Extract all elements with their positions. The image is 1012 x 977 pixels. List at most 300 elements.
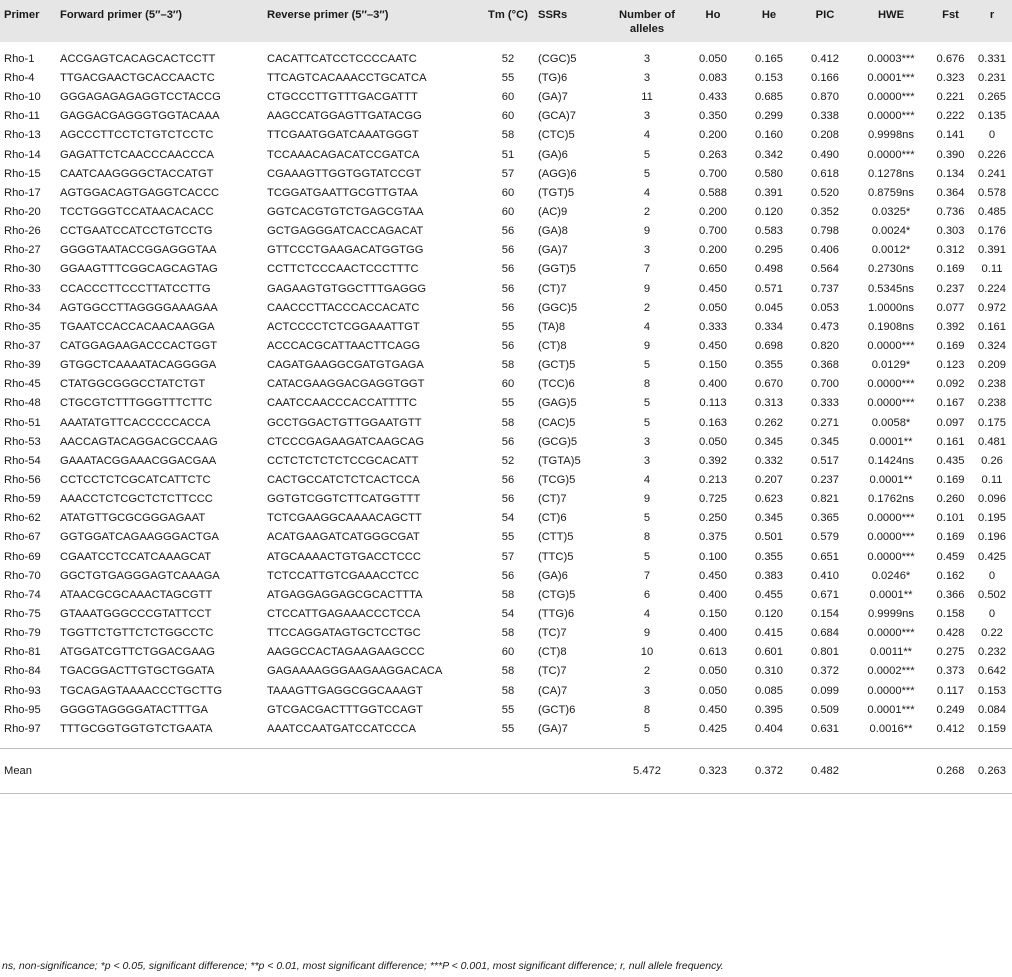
table-cell: 55 [501, 722, 515, 735]
table-cell: 0.700 [699, 225, 727, 238]
table-cell: Rho-17 [4, 186, 41, 199]
table-cell: 0.425 [978, 550, 1006, 563]
table-cell: 0.435 [936, 454, 965, 467]
table-cell: TCCTGGGTCCATAACACACC [60, 206, 214, 219]
table-cell: (CT)7 [538, 282, 567, 295]
table-cell: ACCGAGTCACAGCACTCCTT [60, 53, 216, 65]
table-cell: 0.092 [936, 378, 965, 391]
table-cell: 0.400 [699, 378, 727, 391]
table-cell: GGTCACGTGTCTGAGCGTAA [267, 206, 424, 219]
table-cell: (TCC)6 [538, 378, 575, 391]
mean-cell [534, 749, 609, 794]
table-cell: 0.1762ns [867, 493, 915, 506]
table-cell: GTTCCCTGAAGACATGGTGG [267, 244, 424, 257]
table-cell: 0.801 [811, 646, 839, 659]
table-cell: Rho-10 [4, 91, 41, 104]
table-cell: TTCCAGGATAGTGCTCCTGC [267, 627, 421, 640]
mean-cell [56, 749, 263, 794]
table-cell: 56 [501, 569, 515, 582]
table-cell: 0.195 [978, 512, 1006, 525]
table-cell: 0.345 [755, 435, 783, 448]
table-cell: 0.0000*** [867, 91, 915, 104]
table-cell: 0.406 [811, 244, 839, 257]
table-cell: 0.045 [755, 301, 783, 314]
table-cell: 0.169 [936, 474, 965, 487]
table-cell: 55 [501, 703, 515, 716]
table-cell: 0.241 [978, 167, 1006, 180]
table-cell: 0.375 [699, 531, 727, 544]
table-cell: GGGGTAGGGGATACTTTGA [60, 703, 208, 716]
table-cell: (CAC)5 [538, 416, 576, 429]
table-cell: 0.196 [978, 531, 1006, 544]
table-cell: 55 [501, 531, 515, 544]
table-cell: 0.085 [755, 684, 783, 697]
table-cell: (TC)7 [538, 665, 567, 678]
table-cell: 56 [501, 244, 515, 257]
table-cell: 0.8759ns [867, 186, 915, 199]
table-cell: 0.163 [699, 416, 727, 429]
table-cell: 56 [501, 263, 515, 276]
table-cell: GTAAATGGGCCCGTATTCCT [60, 608, 212, 620]
table-cell: (CA)7 [538, 684, 568, 697]
table-cell: AGTGGACAGTGAGGTCACCC [60, 186, 220, 199]
table-cell: 0.226 [978, 148, 1006, 161]
table-cell: Rho-34 [4, 301, 41, 314]
table-cell: 0.167 [936, 397, 965, 410]
table-cell: 0.11 [981, 474, 1003, 487]
table-cell: 0.113 [699, 397, 727, 410]
table-cell: TGGTTCTGTTCTCTGGCCTC [60, 627, 214, 640]
table-cell: 0.0012* [871, 244, 911, 257]
table-cell: (GA)7 [538, 722, 568, 735]
table-cell: CATGGAGAAGACCCACTGGT [60, 340, 218, 353]
column-header: r [989, 9, 995, 21]
table-cell: Rho-27 [4, 244, 41, 257]
table-cell: 0.263 [699, 148, 727, 161]
table-cell: 0.222 [936, 110, 965, 123]
table-cell: 0.161 [978, 320, 1006, 333]
table-cell: 0.651 [811, 550, 839, 563]
table-cell: 0.0001*** [867, 72, 915, 85]
table-cell: 0.433 [699, 91, 727, 104]
table-cell: AAGGCCACTAGAAGAAGCCC [267, 646, 425, 659]
table-cell: 0.372 [811, 665, 839, 678]
table-cell: 56 [501, 474, 515, 487]
table-cell: 0.083 [699, 72, 727, 85]
table-cell: (TC)7 [538, 627, 567, 640]
table-cell: 60 [501, 646, 515, 659]
table-cell: 0.355 [755, 359, 783, 372]
table-cell: (TCG)5 [538, 474, 576, 487]
table-cell: 0.134 [936, 167, 965, 180]
table-cell: CTGCCCTTGTTTGACGATTT [267, 91, 418, 104]
table-row [0, 126, 1012, 145]
table-cell: 0.262 [755, 416, 783, 429]
table-cell: 0.450 [699, 340, 727, 353]
table-cell: AGTGGCCTTAGGGGAAAGAA [60, 301, 218, 314]
table-cell: CTCCATTGAGAAACCCTCCA [267, 608, 421, 620]
table-cell: 0.373 [936, 665, 965, 678]
table-cell: 6 [643, 588, 651, 601]
table-cell: (GA)6 [538, 148, 568, 161]
table-cell: 0.0001** [869, 435, 913, 448]
table-cell: 5 [643, 416, 651, 429]
table-cell: 0.099 [811, 684, 839, 697]
table-cell: 0.725 [699, 493, 727, 506]
table-cell: 5 [643, 550, 651, 563]
table-row [0, 69, 1012, 88]
table-cell: Rho-4 [4, 72, 35, 85]
table-cell: (CT)8 [538, 340, 567, 353]
table-cell: GGTGTCGGTCTTCATGGTTT [267, 493, 421, 506]
table-cell: 0.22 [981, 627, 1003, 640]
table-cell: GCTGAGGGATCACCAGACAT [267, 225, 424, 238]
table-cell: 0.331 [978, 53, 1006, 65]
table-cell: 56 [501, 340, 515, 353]
table-cell: CATACGAAGGACGAGGTGGT [267, 378, 425, 391]
table-cell: 0.485 [978, 206, 1006, 219]
table-cell: TCCAAACAGACATCCGATCA [267, 148, 420, 161]
table-cell: 3 [643, 435, 651, 448]
table-cell: Rho-26 [4, 225, 41, 238]
table-cell: 0.0000*** [867, 378, 915, 391]
table-cell: 0.050 [699, 301, 727, 314]
table-cell: 0.392 [936, 320, 965, 333]
table-cell: 0.0000*** [867, 627, 915, 640]
table-cell: 0.333 [811, 397, 839, 410]
table-row [0, 452, 1012, 471]
table-cell: Rho-81 [4, 646, 41, 659]
table-cell: AGCCCTTCCTCTGTCTCCTC [60, 129, 214, 142]
table-cell: 0.395 [755, 703, 783, 716]
table-cell: 0.050 [699, 665, 727, 678]
table-cell: 0.415 [755, 627, 783, 640]
table-cell: 0.120 [755, 608, 783, 620]
table-cell: 60 [501, 91, 515, 104]
table-cell: 0.158 [936, 608, 965, 620]
table-cell: Rho-95 [4, 703, 41, 716]
table-footnote: ns, non-significance; *p < 0.05, significant difference; **p < 0.01, most significant difference; ***P < 0.001, most significant difference; r, null allele frequency. [2, 960, 724, 972]
table-cell: 0.390 [936, 148, 965, 161]
column-header: Primer [4, 9, 40, 21]
table-cell: (TGTA)5 [538, 454, 581, 467]
table-cell: 0.154 [811, 608, 839, 620]
table-cell: 0.428 [936, 627, 965, 640]
table-header-row [0, 0, 1012, 42]
table-cell: 0.0246* [871, 569, 911, 582]
table-cell: 0.0000*** [867, 397, 915, 410]
table-cell: CAACCCTTACCCACCACATC [267, 301, 420, 314]
table-cell: CCTGAATCCATCCTGTCCTG [60, 225, 213, 238]
table-cell: CCACCCTTCCCTTATCCTTG [60, 282, 211, 295]
table-cell: 0 [988, 569, 996, 582]
table-cell: 0.400 [699, 588, 727, 601]
table-cell: 4 [643, 474, 651, 487]
table-cell: (CT)8 [538, 646, 567, 659]
table-cell: 57 [501, 167, 515, 180]
table-cell: GGTGGATCAGAAGGGACTGA [60, 531, 219, 544]
table-cell: (CGC)5 [538, 53, 577, 65]
table-cell: 0.323 [936, 72, 965, 85]
table-cell: Rho-15 [4, 167, 41, 180]
table-row [0, 318, 1012, 337]
table-row [0, 720, 1012, 739]
table-row [0, 184, 1012, 203]
table-cell: 0.392 [699, 454, 727, 467]
table-cell: 0.583 [755, 225, 783, 238]
table-cell: (CT)6 [538, 512, 567, 525]
table-row [0, 241, 1012, 260]
table-cell: TTCAGTCACAAACCTGCATCA [267, 72, 427, 85]
table-cell: 0.101 [936, 512, 965, 525]
table-cell: 0.365 [811, 512, 839, 525]
table-cell: CAGATGAAGGCGATGTGAGA [267, 359, 424, 372]
table-cell: 8 [643, 703, 651, 716]
table-cell: 0.207 [755, 474, 783, 487]
table-cell: 0.175 [978, 416, 1006, 429]
table-cell: 0.509 [811, 703, 839, 716]
table-cell: 0.821 [811, 493, 839, 506]
table-cell: GGAAGTTTCGGCAGCAGTAG [60, 263, 218, 276]
table-cell: 0.0325* [871, 206, 911, 219]
table-cell: Rho-84 [4, 665, 41, 678]
mean-cell: 0.263 [972, 749, 1012, 794]
table-cell: GAGATTCTCAACCCAACCCA [60, 148, 214, 161]
table-cell: 0.1908ns [867, 320, 915, 333]
table-row [0, 433, 1012, 452]
mean-cell: 0.372 [741, 749, 797, 794]
table-cell: 0.237 [936, 282, 965, 295]
table-cell: 0.368 [811, 359, 839, 372]
table-cell: (GA)6 [538, 569, 568, 582]
column-header: Reverse primer (5′′–3′′) [267, 9, 389, 21]
table-cell: 0.0024* [871, 225, 911, 238]
table-cell: Rho-51 [4, 416, 41, 429]
table-cell: 0.050 [699, 684, 727, 697]
table-cell: (TTC)5 [538, 550, 574, 563]
table-cell: Rho-69 [4, 550, 41, 563]
table-cell: 0.332 [755, 454, 783, 467]
table-cell: 0.352 [811, 206, 839, 219]
table-cell: (TTG)6 [538, 608, 575, 620]
table-cell: TAAAGTTGAGGCGGCAAAGT [267, 684, 423, 697]
table-row [0, 701, 1012, 720]
table-cell: 0.9998ns [867, 129, 915, 142]
table-cell: 0.601 [755, 646, 783, 659]
mean-cell: 0.268 [929, 749, 972, 794]
table-cell: 58 [501, 665, 515, 678]
table-cell: 60 [501, 206, 515, 219]
column-header: He [761, 9, 777, 21]
table-cell: 5 [643, 512, 651, 525]
table-cell: 0.169 [936, 263, 965, 276]
table-cell: 0.238 [978, 397, 1006, 410]
table-cell: 0.345 [811, 435, 839, 448]
table-row [0, 146, 1012, 165]
table-cell: 0.237 [811, 474, 839, 487]
table-cell: 0.404 [755, 722, 783, 735]
table-cell: 10 [640, 646, 654, 659]
table-cell: 0.355 [755, 550, 783, 563]
table-cell: TGAATCCACCACAACAAGGA [60, 320, 215, 333]
table-cell: 3 [643, 684, 651, 697]
table-cell: Rho-1 [4, 53, 35, 65]
table-cell: 0.0129* [871, 359, 911, 372]
table-cell: 52 [501, 454, 515, 467]
table-cell: 0.232 [978, 646, 1006, 659]
table-cell: CACATTCATCCTCCCCAATC [267, 53, 417, 65]
mean-cell [263, 749, 482, 794]
table-cell: 0.141 [936, 129, 965, 142]
table-cell: Rho-48 [4, 397, 41, 410]
table-cell: Rho-62 [4, 512, 41, 525]
table-cell: 0.312 [936, 244, 965, 257]
table-cell: 0.176 [978, 225, 1006, 238]
table-cell: 0.737 [811, 282, 839, 295]
table-cell: Rho-13 [4, 129, 41, 142]
table-cell: TTGACGAACTGCACCAACTC [60, 72, 215, 85]
table-cell: CACTGCCATCTCTCACTCCA [267, 474, 420, 487]
table-cell: 0.0002*** [867, 665, 915, 678]
table-cell: 0.972 [978, 301, 1006, 314]
table-cell: 0.490 [811, 148, 839, 161]
table-row [0, 662, 1012, 681]
column-header: Ho [705, 9, 721, 21]
table-cell: 57 [501, 550, 515, 563]
table-cell: 0.299 [755, 110, 783, 123]
table-row [0, 260, 1012, 279]
table-cell: ATGGATCGTTCTGGACGAAG [60, 646, 215, 659]
table-cell: (TG)6 [538, 72, 568, 85]
table-cell: Rho-97 [4, 722, 41, 735]
table-cell: CAATCCAACCCACCATTTTC [267, 397, 417, 410]
table-cell: 0.1278ns [867, 167, 915, 180]
table-cell: (GA)7 [538, 244, 568, 257]
table-cell: GGGAGAGAGAGGTCCTACCG [60, 91, 221, 104]
table-cell: 0.623 [755, 493, 783, 506]
table-body [0, 42, 1012, 794]
table-cell: Rho-56 [4, 474, 41, 487]
table-cell: 0.160 [755, 129, 783, 142]
table-cell: TGCAGAGTAAAACCCTGCTTG [60, 684, 223, 697]
table-cell: 0.366 [936, 588, 965, 601]
table-row [0, 222, 1012, 241]
table-cell: 0.412 [936, 722, 965, 735]
table-cell: CTGCGTCTTTGGGTTTCTTC [60, 397, 213, 410]
table-cell: 0.250 [699, 512, 727, 525]
table-cell: 3 [643, 454, 651, 467]
table-cell: 0.208 [811, 129, 839, 142]
table-cell: 58 [501, 129, 515, 142]
table-row [0, 356, 1012, 375]
table-cell: 4 [643, 608, 651, 620]
column-header: Tm (°C) [488, 9, 528, 21]
table-cell: 0.260 [936, 493, 965, 506]
table-row [0, 490, 1012, 509]
table-cell: 60 [501, 110, 515, 123]
table-cell: (AGG)6 [538, 167, 577, 180]
table-cell: 0.473 [811, 320, 839, 333]
table-cell: ACCCACGCATTAACTTCAGG [267, 340, 421, 353]
table-cell: (CTT)5 [538, 531, 574, 544]
table-row [0, 528, 1012, 547]
table-cell: 3 [643, 244, 651, 257]
table-cell: 0.455 [755, 588, 783, 601]
table-cell: CTCCCGAGAAGATCAAGCAG [267, 435, 425, 448]
table-cell: Rho-45 [4, 378, 41, 391]
table-cell: 0.9999ns [867, 608, 915, 620]
mean-cell: 0.323 [685, 749, 741, 794]
table-cell: 0.613 [699, 646, 727, 659]
table-cell: 58 [501, 416, 515, 429]
table-cell: 0.324 [978, 340, 1006, 353]
table-cell: 0.295 [755, 244, 783, 257]
table-cell: ATGAGGAGGAGCGCACTTTA [267, 588, 423, 601]
table-cell: 55 [501, 320, 515, 333]
table-cell: 0.631 [811, 722, 839, 735]
table-cell: 0 [988, 129, 996, 142]
column-header: SSRs [538, 9, 568, 21]
table-cell: GAGAAAAGGGAAGAAGGACACA [267, 665, 443, 678]
table-cell: 0.161 [936, 435, 965, 448]
table-cell: 4 [643, 129, 651, 142]
table-cell: 0.224 [978, 282, 1006, 295]
mean-cell: 0.482 [797, 749, 853, 794]
table-cell: 0.209 [978, 359, 1006, 372]
table-cell: 0.117 [936, 684, 965, 697]
table-cell: Rho-33 [4, 282, 41, 295]
table-row [0, 280, 1012, 299]
table-cell: 0.2730ns [867, 263, 915, 276]
table-row [0, 624, 1012, 643]
table-cell: GTCGACGACTTTGGTCCAGT [267, 703, 423, 716]
table-cell: 3 [643, 53, 651, 65]
table-cell: 0.579 [811, 531, 839, 544]
table-cell: 0.0001*** [867, 703, 915, 716]
table-cell: 54 [501, 608, 515, 620]
table-row [0, 586, 1012, 605]
table-cell: 0.383 [755, 569, 783, 582]
table-cell: 56 [501, 493, 515, 506]
table-cell: 0.698 [755, 340, 783, 353]
table-cell: 0.412 [811, 53, 839, 65]
table-cell: (GGT)5 [538, 263, 576, 276]
table-cell: 0.200 [699, 244, 727, 257]
table-cell: CAATCAAGGGGCTACCATGT [60, 167, 214, 180]
table-cell: (GCG)5 [538, 435, 578, 448]
table-cell: 0.0000*** [867, 550, 915, 563]
table-cell: 0.0011** [869, 646, 913, 659]
column-header: HWE [877, 9, 905, 21]
table-cell: 0.050 [699, 435, 727, 448]
table-cell: 5 [643, 167, 651, 180]
table-cell: 0.338 [811, 110, 839, 123]
table-cell: 0.736 [936, 206, 965, 219]
table-cell: 0.159 [978, 722, 1006, 735]
table-cell: 0.459 [936, 550, 965, 563]
table-cell: CCTCCTCTCGCATCATTCTC [60, 474, 211, 487]
table-cell: GGGGTAATACCGGAGGGTAA [60, 244, 217, 257]
column-header: Forward primer (5′′–3′′) [60, 9, 183, 21]
table-cell: TTCGAATGGATCAAATGGGT [267, 129, 419, 142]
table-cell: GTGGCTCAAAATACAGGGGA [60, 359, 217, 372]
table-cell: Rho-93 [4, 684, 41, 697]
column-header: Fst [942, 9, 959, 21]
table-cell: 58 [501, 588, 515, 601]
table-cell: AACCAGTACAGGACGCCAAG [60, 435, 218, 448]
bottom-rule [0, 793, 1012, 794]
table-cell: 0.084 [978, 703, 1006, 716]
